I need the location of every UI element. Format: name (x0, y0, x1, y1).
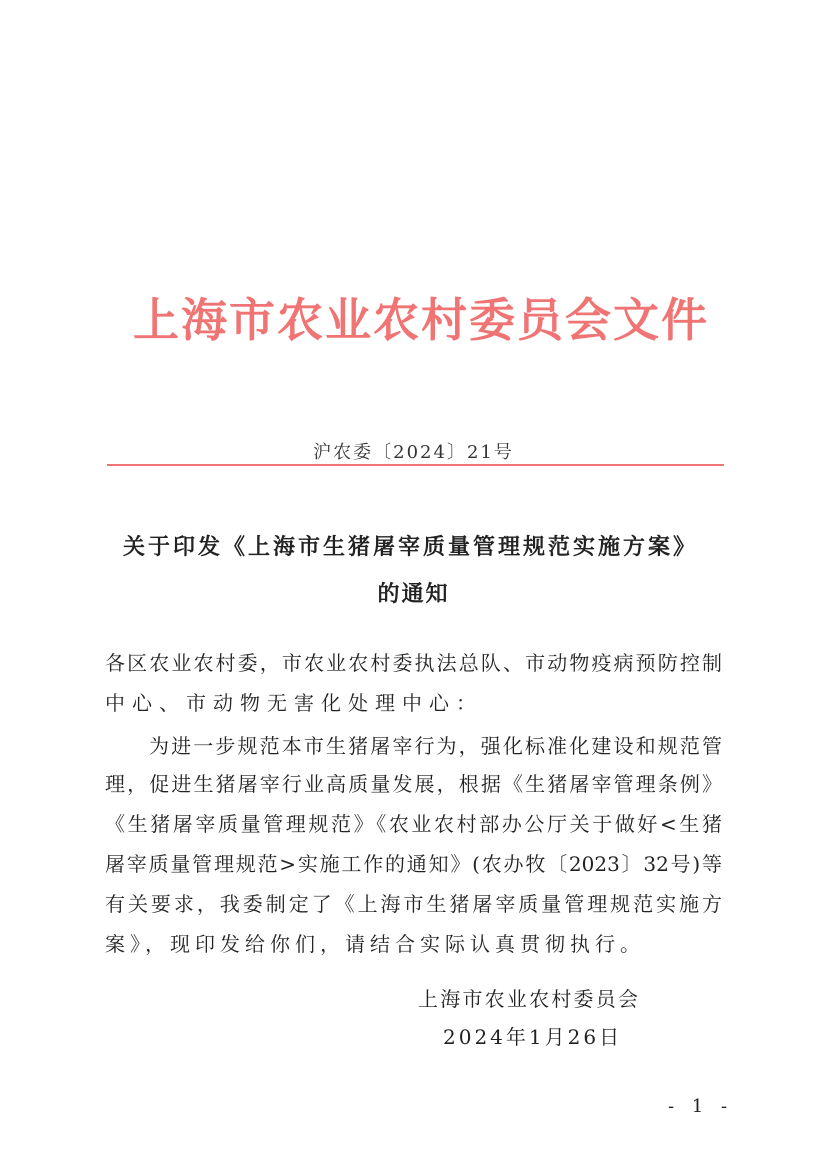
body-line: 《生猪屠宰质量管理规范》《农业农村部办公厅关于做好<生猪 (105, 812, 722, 836)
issuer-signature: 上海市农业农村委员会 (418, 987, 638, 1011)
body-line: 理，促进生猪屠宰行业高质量发展，根据《生猪屠宰管理条例》 (105, 772, 722, 796)
red-divider-line (107, 464, 724, 466)
issue-date: 2024年1月26日 (443, 1025, 623, 1049)
body-line: 为进一步规范本市生猪屠宰行为，强化标准化建设和规范管 (149, 734, 722, 758)
document-masthead: 上海市农业农村委员会文件 (133, 293, 709, 347)
body-line: 案》，现印发给你们，请结合实际认真贯彻执行。 (105, 932, 645, 956)
document-number: 沪农委〔2024〕21号 (313, 442, 514, 463)
document-title-line1: 关于印发《上海市生猪屠宰质量管理规范实施方案》 (123, 534, 695, 560)
document-title-line2: 的通知 (377, 581, 450, 607)
body-line: 屠宰质量管理规范>实施工作的通知》(农办牧〔2023〕32号)等 (105, 852, 722, 876)
body-line: 中心、市动物无害化处理中心： (105, 691, 483, 715)
body-line: 有关要求，我委制定了《上海市生猪屠宰质量管理规范实施方 (105, 892, 722, 916)
page-number: - 1 - (668, 1096, 734, 1117)
body-line: 各区农业农村委，市农业农村委执法总队、市动物疫病预防控制 (105, 651, 722, 675)
